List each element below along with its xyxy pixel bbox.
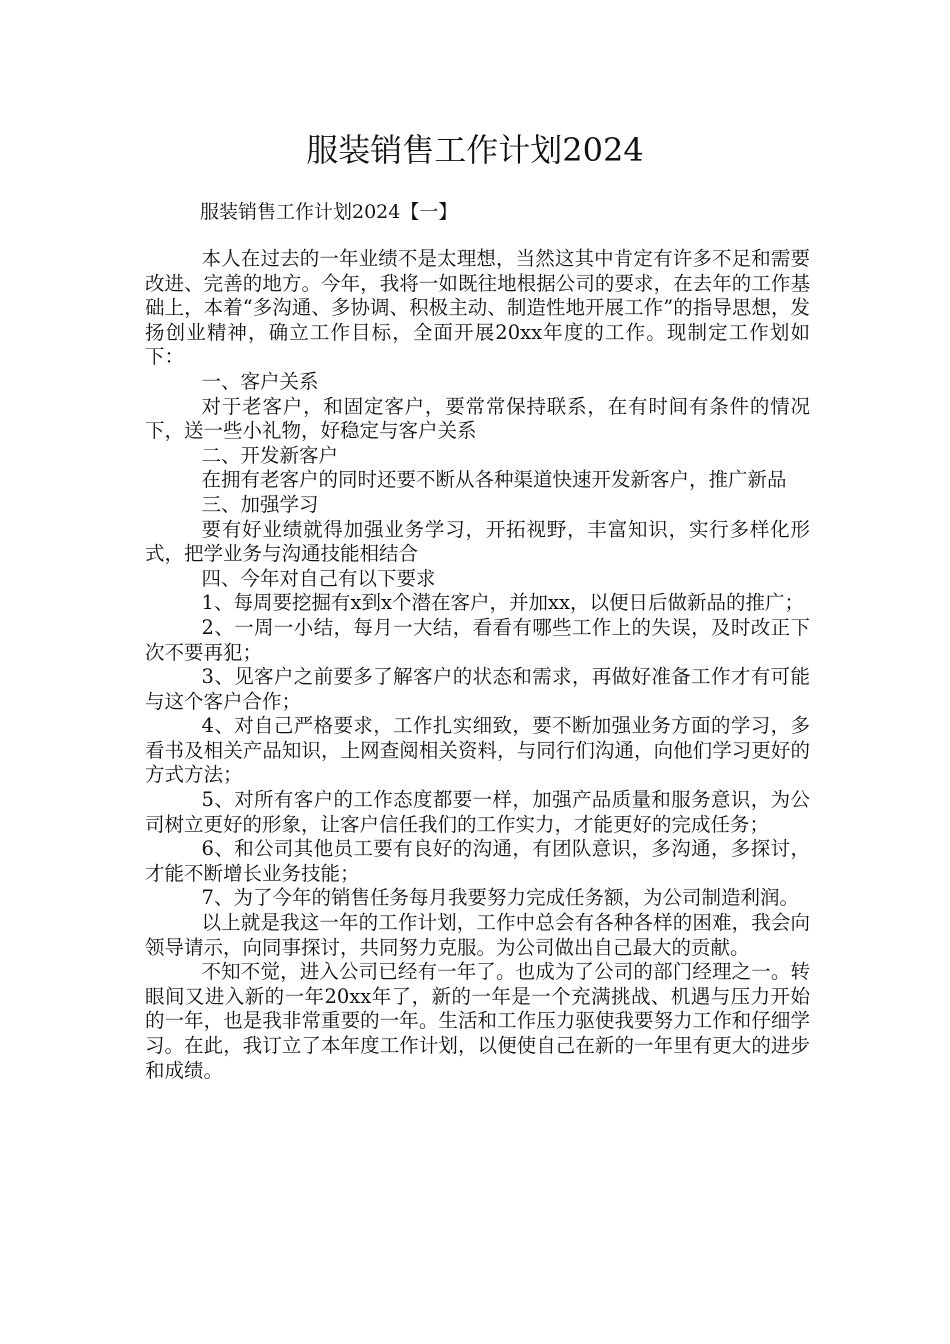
paragraph-learning: 要有好业绩就得加强业务学习，开拓视野，丰富知识，实行多样化形式，把学业务与沟通技能相结合 — [145, 517, 810, 566]
requirement-item-4: 4、对自己严格要求，工作扎实细致，要不断加强业务方面的学习，多看书及相关产品知识，上网查阅相关资料，与同行们沟通，向他们学习更好的方式方法； — [145, 714, 810, 787]
heading-learning: 三、加强学习 — [201, 492, 319, 516]
document-body — [145, 247, 810, 1083]
heading-new-customers: 二、开发新客户 — [201, 443, 339, 467]
closing-paragraph: 以上就是我这一年的工作计划，工作中总会有各种各样的困难，我会向领导请示，向同事探讨，共同努力克服。为公司做出自己最大的贡献。 — [145, 911, 810, 959]
heading-requirements: 四、今年对自己有以下要求 — [201, 566, 436, 590]
heading-customer-relations: 一、客户关系 — [201, 369, 319, 393]
intro-paragraph: 本人在过去的一年业绩不是太理想，当然这其中肯定有许多不足和需要改进、完善的地方。今年，我将一如既往地根据公司的要求，在去年的工作基础上，本着“多沟通、多协调、积极主动、制造性地开展工作”的指导思想，发扬创业精神，确立工作目标，全面开展20xx年度的工作。现制定工作划如下： — [145, 247, 810, 369]
requirement-item-2: 2、一周一小结，每月一大结，看看有哪些工作上的失误，及时改正下次不要再犯； — [145, 615, 810, 664]
section-heading: 服装销售工作计划2024【一】 — [200, 201, 458, 223]
paragraph-new-customers: 在拥有老客户的同时还要不断从各种渠道快速开发新客户，推广新品 — [201, 468, 787, 492]
paragraph-customer-relations: 对于老客户，和固定客户，要常常保持联系，在有时间有条件的情况下，送一些小礼物，好稳定与客户关系 — [145, 394, 810, 443]
page-title: 服装销售工作计划2024 — [306, 131, 644, 169]
requirement-item-7: 7、为了今年的销售任务每月我要努力完成任务额，为公司制造利润。 — [201, 886, 799, 910]
requirement-item-6: 6、和公司其他员工要有良好的沟通，有团队意识，多沟通，多探讨，才能不断增长业务技能； — [145, 837, 810, 885]
requirement-item-5: 5、对所有客户的工作态度都要一样，加强产品质量和服务意识，为公司树立更好的形象，让客户信任我们的工作实力，才能更好的完成任务； — [145, 788, 810, 836]
requirement-item-1: 1、每周要挖掘有x到x个潜在客户，并加xx，以便日后做新品的推广； — [201, 591, 804, 615]
requirement-item-3: 3、见客户之前要多了解客户的状态和需求，再做好准备工作才有可能与这个客户合作； — [145, 665, 810, 713]
reflection-paragraph: 不知不觉，进入公司已经有一年了。也成为了公司的部门经理之一。转眼间又进入新的一年20xx年了，新的一年是一个充满挑战、机遇与压力开始的一年，也是我非常重要的一年。生活和工作压力驱使我要努力工作和仔细学习。在此，我订立了本年度工作计划，以便使自己在新的一年里有更大的进步和成绩。 — [145, 960, 810, 1082]
